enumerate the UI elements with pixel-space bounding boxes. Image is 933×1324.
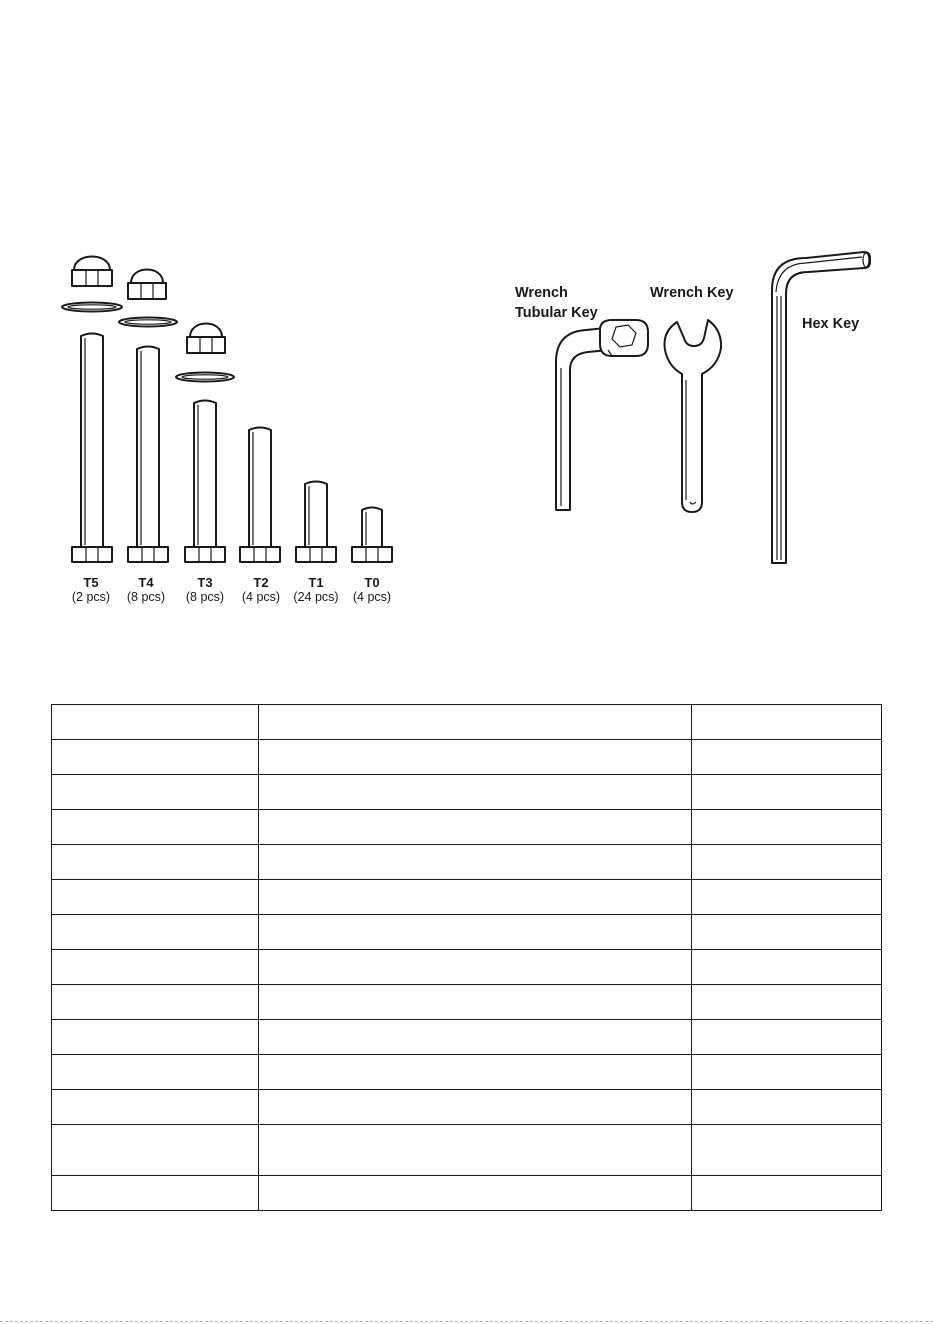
bolt-qty-t3: (8 pcs)	[185, 590, 225, 604]
table-cell	[259, 1125, 692, 1176]
table-cell	[692, 950, 882, 985]
table-cell	[52, 810, 259, 845]
bolt-shaft-t1	[305, 482, 327, 548]
bolt-head-t0	[352, 547, 392, 562]
bolt-shaft-t2	[249, 428, 271, 548]
table-cell	[692, 1090, 882, 1125]
washer-t3	[176, 373, 234, 382]
table-row	[52, 985, 882, 1020]
hardware-illustration	[0, 0, 933, 640]
table-cell	[259, 915, 692, 950]
table-cell	[692, 880, 882, 915]
cap-nut-t5	[74, 257, 110, 271]
table-cell	[692, 1176, 882, 1211]
table-cell	[52, 740, 259, 775]
table-row	[52, 1090, 882, 1125]
bolt-qty-t1: (24 pcs)	[293, 590, 339, 604]
table-cell	[259, 1055, 692, 1090]
table-cell	[52, 1020, 259, 1055]
table-cell	[692, 985, 882, 1020]
cap-nut-hex-t3	[187, 337, 225, 353]
table-cell	[692, 705, 882, 740]
table-cell	[52, 880, 259, 915]
wrench-key-label: Wrench Key	[650, 285, 734, 301]
table-cell	[52, 915, 259, 950]
table-row	[52, 1176, 882, 1211]
hex-key-label: Hex Key	[802, 316, 860, 332]
table-row	[52, 1055, 882, 1090]
cap-nut-t3	[190, 324, 222, 338]
bolt-name-t1: T1	[308, 575, 324, 590]
bolt-head-t2	[240, 547, 280, 562]
table-cell	[692, 1020, 882, 1055]
table-cell	[52, 705, 259, 740]
bolt-head-t5	[72, 547, 112, 562]
bolt-qty-t5: (2 pcs)	[71, 590, 111, 604]
bolt-shaft-t5	[81, 334, 103, 548]
table-cell	[259, 880, 692, 915]
table-row	[52, 810, 882, 845]
table-cell	[52, 1125, 259, 1176]
table-cell	[52, 845, 259, 880]
cap-nut-hex-t5	[72, 270, 112, 286]
table-cell	[259, 1176, 692, 1211]
bolt-name-t3: T3	[197, 575, 213, 590]
table-cell	[52, 1176, 259, 1211]
table-cell	[259, 705, 692, 740]
table-cell	[52, 950, 259, 985]
table-row	[52, 950, 882, 985]
bolt-labels	[72, 575, 391, 604]
table-cell	[259, 845, 692, 880]
hex-key-icon	[772, 252, 870, 563]
table-cell	[52, 1055, 259, 1090]
table-row	[52, 740, 882, 775]
washer-t4	[119, 318, 177, 327]
table-cell	[692, 775, 882, 810]
bolt-name-t2: T2	[253, 575, 269, 590]
table-cell	[52, 985, 259, 1020]
bolt-qty-t0: (4 pcs)	[352, 590, 392, 604]
bolt-shaft-t4	[137, 347, 159, 548]
washer-t5	[62, 303, 122, 312]
wrench-key-icon	[665, 320, 722, 512]
bolt-head-t1	[296, 547, 336, 562]
tubular-key-label-line1: Wrench	[515, 285, 568, 301]
bolt-name-t5: T5	[83, 575, 99, 590]
cap-nut-t4	[131, 270, 163, 284]
cap-nut-hex-t4	[128, 283, 166, 299]
table-row	[52, 1125, 882, 1176]
table-cell	[259, 740, 692, 775]
bolt-t2	[240, 428, 280, 563]
table-cell	[259, 950, 692, 985]
bolt-t0	[352, 508, 392, 563]
table-cell	[692, 740, 882, 775]
table-row	[52, 775, 882, 810]
parts-table	[51, 704, 882, 1211]
table-row	[52, 705, 882, 740]
bolt-shaft-t0	[362, 508, 382, 548]
tubular-key-label-line2: Tubular Key	[515, 305, 598, 321]
page-bottom-divider	[0, 1321, 933, 1322]
table-row	[52, 845, 882, 880]
bolt-name-t0: T0	[364, 575, 380, 590]
table-cell	[692, 1055, 882, 1090]
table-cell	[692, 1125, 882, 1176]
bolt-t1	[296, 482, 336, 563]
table-row	[52, 880, 882, 915]
table-row	[52, 1020, 882, 1055]
tubular-key-icon	[556, 320, 648, 510]
table-cell	[52, 1090, 259, 1125]
table-cell	[259, 985, 692, 1020]
bolt-qty-t2: (4 pcs)	[241, 590, 281, 604]
bolt-name-t4: T4	[138, 575, 154, 590]
bolt-head-t3	[185, 547, 225, 562]
table-cell	[692, 845, 882, 880]
table-cell	[259, 810, 692, 845]
table-row	[52, 915, 882, 950]
bolt-t4	[119, 270, 177, 563]
bolt-head-t4	[128, 547, 168, 562]
table-cell	[692, 915, 882, 950]
bolt-t3	[176, 324, 234, 563]
table-cell	[52, 775, 259, 810]
table-cell	[259, 1090, 692, 1125]
table-cell	[259, 1020, 692, 1055]
bolt-qty-t4: (8 pcs)	[126, 590, 166, 604]
table-cell	[692, 810, 882, 845]
bolt-shaft-t3	[194, 401, 216, 548]
table-cell	[259, 775, 692, 810]
bolt-t5	[62, 257, 122, 563]
